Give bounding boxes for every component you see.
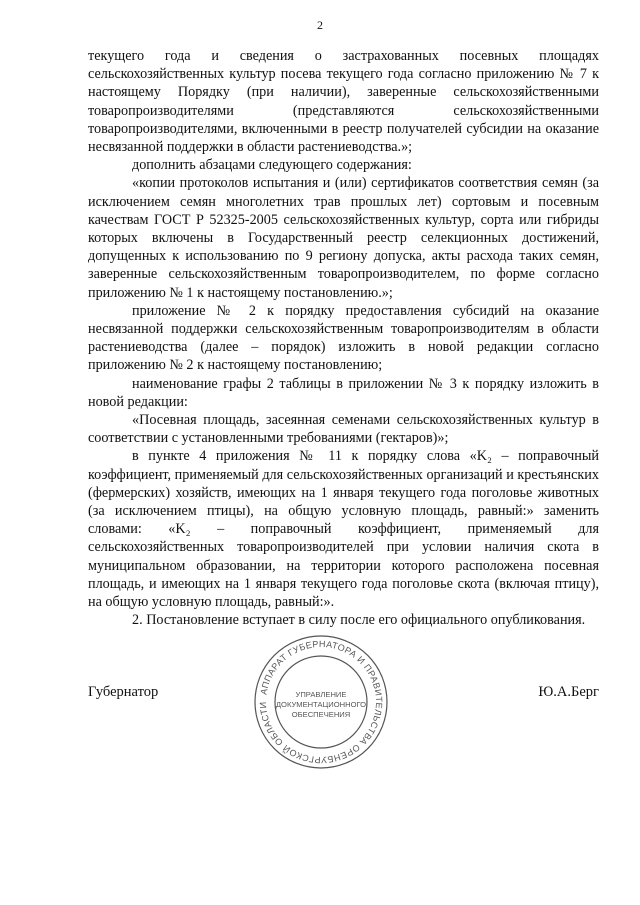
seal-line-2: ДОКУМЕНТАЦИОННОГО: [275, 700, 367, 709]
seal-line-1: УПРАВЛЕНИЕ: [295, 690, 347, 699]
document-body: [88, 47, 599, 630]
signer-position: Губернатор: [88, 684, 159, 700]
paragraph: приложение № 2 к порядку предоставления субсидий на оказание несвязанной поддержки сельскохозяйственным товаропроизводителям в области растениеводства (далее – порядок) изложить в новой редакции согласно приложению № 2 к настоящему постановлению;: [88, 302, 599, 374]
paragraph: дополнить абзацами следующего содержания:: [132, 157, 412, 174]
seal-ring-text: АППАРАТ ГУБЕРНАТОРА И ПРАВИТЕЛЬСТВА ОРЕНБУРГСКОЙ ОБЛАСТИ: [257, 638, 385, 766]
paragraph: «Посевная площадь, засеянная семенами сельскохозяйственных культур в соответствии с установленными требованиями (гектаров)»;: [88, 412, 599, 447]
paragraph: наименование графы 2 таблицы в приложении № 3 к порядку изложить в новой редакции:: [88, 375, 599, 410]
paragraph: в пункте 4 приложения № 11 к порядку слова «K₂ – поправочный коэффициент, применяемый для сельскохозяйственных организаций и крестьянских (фермерских) хозяйств, имеющих на 1 января текущего года поголовье животных (за исключением птицы), на общую условную площадь, равный:» заменить словами: «K₂ – поправочный коэффициент, применяемый для сельскохозяйственных товаропроизводителей при условии наличия скота в муниципальном образовании, на территории которого расположена посевная площадь, и имеющих на 1 января текущего года поголовье скота (включая птицу), на общую условную площадь, равный:».: [88, 448, 599, 611]
paragraph: 2. Постановление вступает в силу после его официального опубликования.: [132, 612, 586, 629]
signature-block: [88, 684, 599, 706]
page-number: 2: [317, 18, 323, 32]
paragraph: текущего года и сведения о застрахованных посевных площадях сельскохозяйственных культур посева текущего года согласно приложению № 7 к настоящему Порядку (при наличии), заверенные сельскохозяйственными товаропроизводителями (представляются сельскохозяйственными товаропроизводителями, включенными в реестр получателей субсидии на оказание несвязанной поддержки в области растениеводства.»;: [88, 48, 599, 156]
signer-name: Ю.А.Берг: [538, 684, 599, 700]
seal-line-3: ОБЕСПЕЧЕНИЯ: [291, 710, 351, 719]
paragraph: «копии протоколов испытания и (или) сертификатов соответствия семян (за исключением семян многолетних трав прошлых лет) сортовым и посевным качествам ГОСТ Р 52325-2005 сельскохозяйственных культур, сорта или гибриды которых включены в Государственный реестр селекционных достижений, допущенных к использованию по 9 региону допуска, акты расхода таких семян, заверенные сельскохозяйственным товаропроизводителем, по форме согласно приложению № 1 к настоящему постановлению.»;: [88, 175, 599, 301]
